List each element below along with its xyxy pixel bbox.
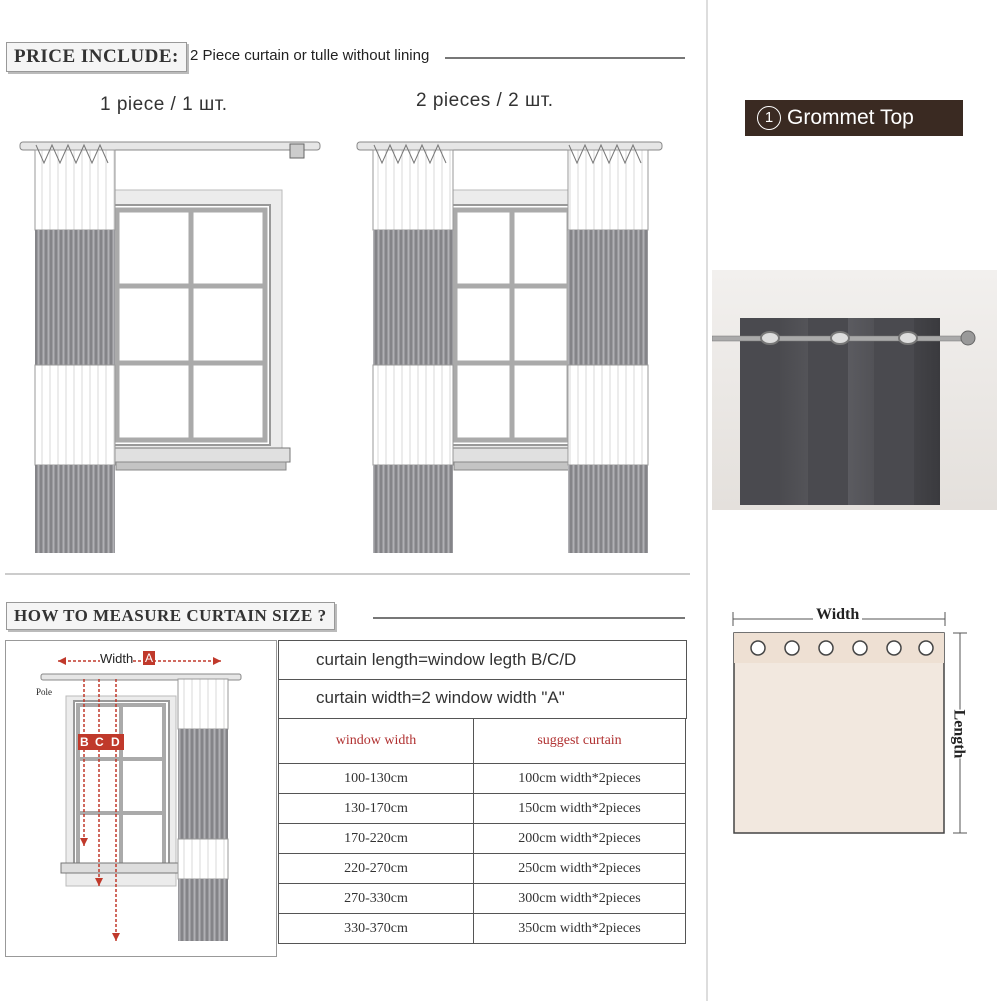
table-cell: 130-170cm — [279, 794, 474, 824]
table-cell: 350cm width*2pieces — [474, 914, 686, 944]
grommet-width-label: Width — [813, 606, 862, 624]
table-row — [279, 794, 686, 824]
one-piece-illustration — [20, 142, 320, 553]
table-cell: 100-130cm — [279, 764, 474, 794]
section-divider — [5, 573, 690, 575]
table-cell: 330-370cm — [279, 914, 474, 944]
two-pieces-illustration — [357, 142, 662, 553]
vertical-divider — [706, 0, 708, 1001]
table-cell: 150cm width*2pieces — [474, 794, 686, 824]
header-window-width: window width — [279, 719, 474, 764]
grommet-length-label: Length — [950, 709, 968, 759]
diagram-width-marker: A — [145, 651, 154, 665]
price-include-subtitle: 2 Piece curtain or tulle without lining — [190, 47, 430, 64]
table-cell: 100cm width*2pieces — [474, 764, 686, 794]
table-header-row — [279, 719, 686, 764]
grommet-label: Grommet Top — [787, 106, 914, 129]
two-pieces-label: 2 pieces / 2 шт. — [416, 90, 554, 111]
table-cell: 270-330cm — [279, 884, 474, 914]
table-row — [279, 824, 686, 854]
grommet-top-badge — [745, 100, 963, 136]
header-rule — [445, 57, 685, 59]
header-suggest-curtain: suggest curtain — [474, 719, 686, 764]
diagram-marker-d: D — [111, 735, 120, 749]
grommet-diagram — [720, 600, 982, 845]
price-include-title: PRICE INCLUDE: — [6, 42, 187, 72]
diagram-marker-c: C — [95, 735, 104, 749]
table-row — [279, 764, 686, 794]
size-table — [278, 718, 686, 944]
diagram-width-label: Width — [100, 651, 134, 666]
table-cell: 200cm width*2pieces — [474, 824, 686, 854]
table-row — [279, 854, 686, 884]
table-row — [279, 884, 686, 914]
table-cell: 250cm width*2pieces — [474, 854, 686, 884]
formula-length: curtain length=window legth B/C/D — [316, 650, 577, 669]
one-piece-label: 1 piece / 1 шт. — [100, 94, 228, 115]
table-cell: 300cm width*2pieces — [474, 884, 686, 914]
grommet-number: 1 — [757, 106, 781, 130]
diagram-marker-b: B — [80, 735, 89, 749]
formula-width: curtain width=2 window width "A" — [316, 688, 565, 707]
measure-diagram — [5, 640, 277, 957]
how-to-measure-title: HOW TO MEASURE CURTAIN SIZE ? — [6, 602, 335, 630]
measure-rule — [373, 617, 685, 619]
table-cell: 170-220cm — [279, 824, 474, 854]
curtain-illustrations — [0, 120, 700, 580]
table-row — [279, 914, 686, 944]
diagram-pole-label: Pole — [36, 687, 53, 697]
grommet-photo — [712, 270, 997, 510]
table-cell: 220-270cm — [279, 854, 474, 884]
